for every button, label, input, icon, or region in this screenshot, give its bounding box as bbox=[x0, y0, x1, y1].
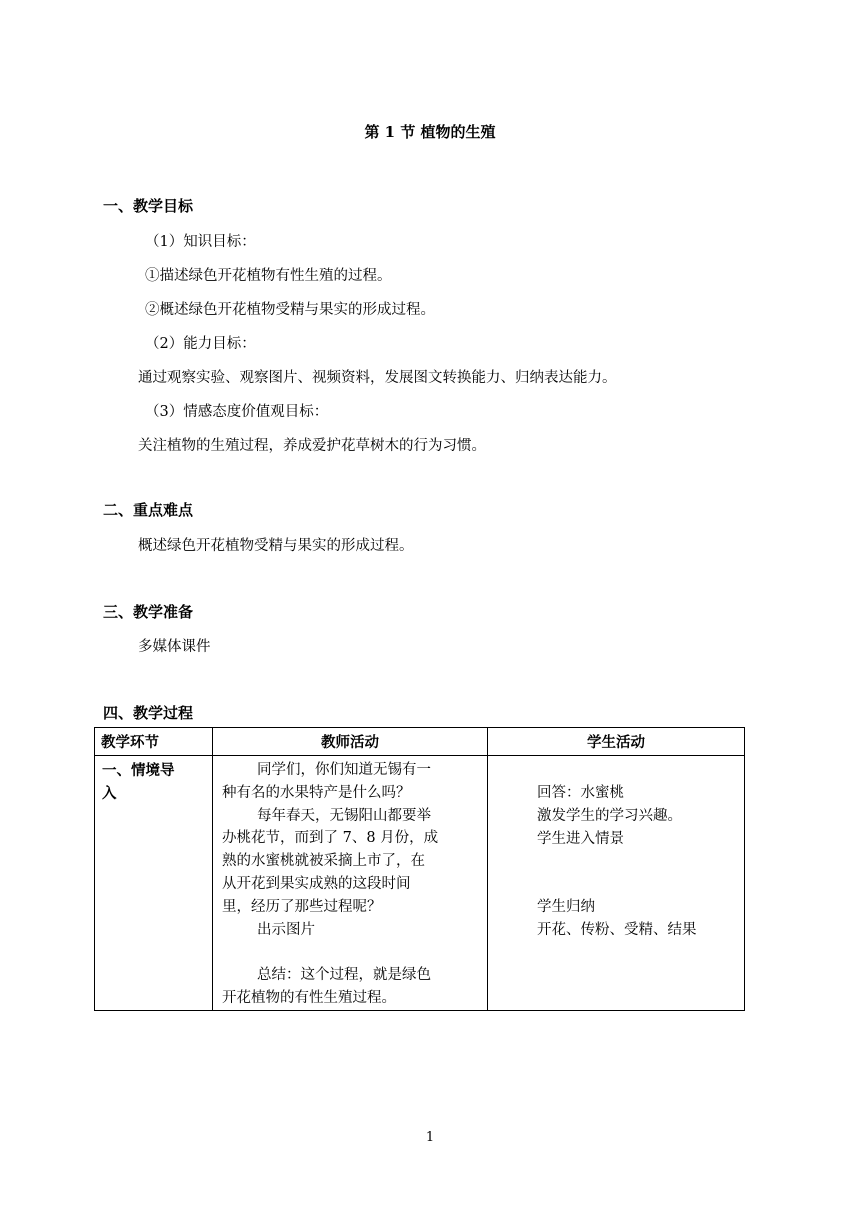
teacher-text-line: 总结：这个过程，就是绿色 bbox=[257, 967, 431, 984]
column-header-stage: 教学环节 bbox=[95, 728, 213, 756]
goal-line: （3）情感态度价值观目标： bbox=[145, 404, 329, 420]
teacher-text-line: 从开花到果实成熟的这段时间 bbox=[222, 875, 411, 892]
heading-key-points: 二、重点难点 bbox=[103, 501, 194, 519]
column-header-student: 学生活动 bbox=[488, 728, 745, 756]
stage-cell bbox=[95, 756, 213, 1011]
key-points-text: 概述绿色开花植物受精与果实的形成过程。 bbox=[138, 538, 414, 554]
teacher-text-line: 种有名的水果特产是什么吗？ bbox=[222, 784, 411, 801]
goal-line: 关注植物的生殖过程，养成爱护花草树木的行为习惯。 bbox=[138, 438, 486, 454]
page-number: 1 bbox=[425, 1130, 435, 1145]
goal-line: ②概述绿色开花植物受精与果实的形成过程。 bbox=[145, 302, 435, 318]
goal-line: 通过观察实验、观察图片、视频资料，发展图文转换能力、归纳表达能力。 bbox=[138, 370, 617, 386]
teacher-text-line: 同学们，你们知道无锡有一 bbox=[257, 762, 431, 778]
teacher-text-line: 出示图片 bbox=[257, 921, 315, 938]
student-text-line: 学生归纳 bbox=[537, 898, 595, 915]
goal-line: （2）能力目标： bbox=[145, 336, 256, 352]
preparation-text: 多媒体课件 bbox=[138, 639, 211, 655]
student-text-line: 回答：水蜜桃 bbox=[537, 785, 624, 801]
teacher-text-line: 办桃花节，而到了 7、8 月份，成 bbox=[222, 830, 439, 847]
student-text-line: 开花、传粉、受精、结果 bbox=[537, 921, 697, 938]
heading-teaching-goals: 一、教学目标 bbox=[103, 197, 194, 215]
teacher-text-line: 每年春天，无锡阳山都要举 bbox=[257, 807, 431, 824]
teacher-activity-cell bbox=[213, 756, 488, 1011]
goal-line: ①描述绿色开花植物有性生殖的过程。 bbox=[145, 268, 392, 284]
heading-teaching-process: 四、教学过程 bbox=[103, 704, 194, 722]
stage-text-line: 一、情境导 bbox=[102, 762, 175, 779]
page-title: 第 1 节 植物的生殖 bbox=[364, 123, 496, 141]
teaching-process-table bbox=[94, 727, 745, 1011]
table-row bbox=[95, 756, 745, 1011]
column-header-teacher: 教师活动 bbox=[213, 728, 488, 756]
table-header-row bbox=[95, 728, 745, 756]
teacher-text-line: 熟的水蜜桃就被采摘上市了，在 bbox=[222, 853, 425, 870]
student-text-line: 学生进入情景 bbox=[537, 830, 624, 847]
goal-line: （1）知识目标： bbox=[145, 234, 256, 250]
student-activity-cell bbox=[488, 756, 745, 1011]
stage-text-line: 入 bbox=[102, 785, 117, 802]
teacher-text-line: 里，经历了那些过程呢？ bbox=[222, 898, 382, 915]
student-text-line: 激发学生的学习兴趣。 bbox=[537, 807, 682, 824]
heading-preparation: 三、教学准备 bbox=[103, 603, 194, 621]
teacher-text-line: 开花植物的有性生殖过程。 bbox=[222, 989, 396, 1006]
